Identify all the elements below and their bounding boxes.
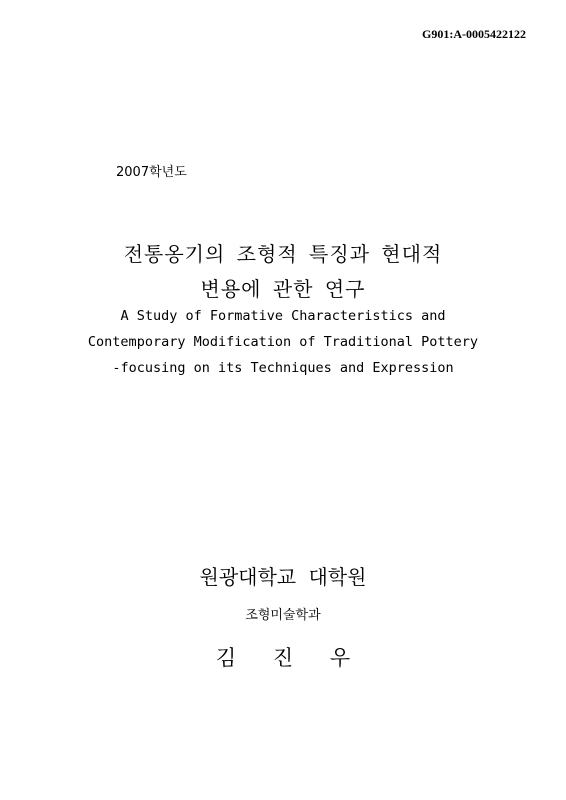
title-english-line-3: -focusing on its Techniques and Expression: [112, 360, 454, 376]
document-id: G901:A-0005422122: [422, 27, 526, 41]
academic-year: 2007학년도: [116, 165, 187, 180]
title-korean-line-1: 전통옹기의 조형적 특징과 현대적: [123, 242, 443, 266]
author-name: 김 진 우: [215, 646, 351, 670]
title-english-line-2: Contemporary Modification of Traditional Pottery: [87, 334, 479, 350]
department-name: 조형미술학과: [245, 608, 321, 623]
title-korean-line-2: 변용에 관한 연구: [200, 277, 366, 301]
university-name: 원광대학교 대학원: [199, 565, 367, 589]
title-english-line-1: A Study of Formative Characteristics and: [120, 308, 446, 324]
